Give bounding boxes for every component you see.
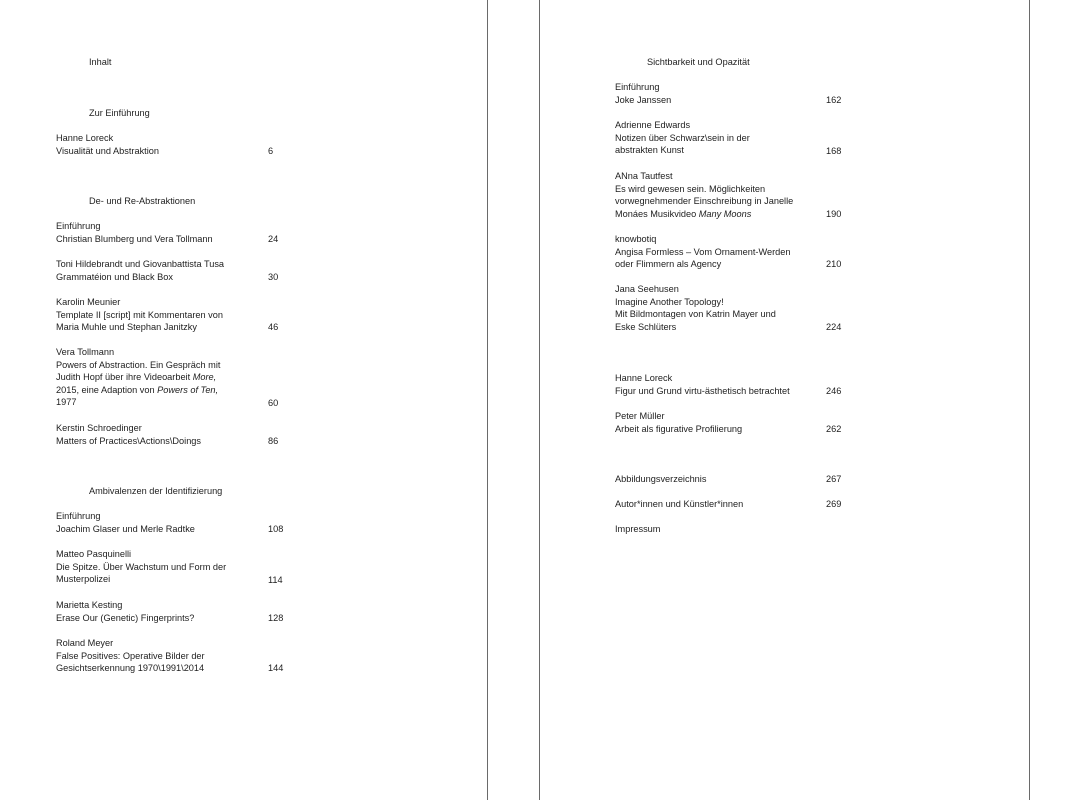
page-number: 144 bbox=[268, 663, 284, 673]
toc-author: knowbotiq bbox=[615, 234, 657, 244]
page-number: 30 bbox=[268, 272, 279, 282]
appendix-entry[interactable] bbox=[615, 498, 855, 511]
appendix-label: Autor*innen und Künstler*innen bbox=[615, 499, 744, 509]
page-number: 60 bbox=[268, 398, 279, 408]
page-number: 46 bbox=[268, 322, 279, 332]
section-heading-intro: Zur Einführung bbox=[89, 108, 150, 118]
toc-entry[interactable] bbox=[615, 410, 855, 435]
appendix-entry[interactable] bbox=[615, 473, 855, 486]
toc-author: Adrienne Edwards bbox=[615, 120, 691, 130]
toc-author: Einführung bbox=[56, 221, 101, 231]
toc-author: Vera Tollmann bbox=[56, 347, 115, 357]
toc-title: Es wird gewesen sein. Möglichkeiten bbox=[615, 183, 766, 194]
toc-title: Matters of Practices\Actions\Doings bbox=[56, 435, 202, 446]
page-number: 114 bbox=[268, 575, 283, 585]
toc-title: abstrakten Kunst bbox=[615, 145, 684, 156]
toc-author: Hanne Loreck bbox=[615, 373, 673, 383]
page-number: 168 bbox=[826, 146, 842, 156]
toc-author: Einführung bbox=[615, 82, 660, 92]
page-title: Inhalt bbox=[89, 57, 112, 67]
toc-author: Kerstin Schroedinger bbox=[56, 423, 142, 433]
toc-entry[interactable] bbox=[615, 119, 855, 157]
appendix-label: Abbildungsverzeichnis bbox=[615, 474, 707, 484]
toc-title: Eske Schlüters bbox=[615, 321, 677, 332]
page-number: 267 bbox=[826, 474, 842, 484]
toc-title: Powers of Abstraction. Ein Gespräch mit bbox=[56, 359, 221, 370]
toc-title: Monáes Musikvideo Many Moons bbox=[615, 208, 752, 219]
toc-title: Figur und Grund virtu-ästhetisch betrachtet bbox=[615, 385, 790, 396]
toc-title: vorwegnehmender Einschreibung in Janelle bbox=[615, 196, 794, 207]
page-number: 162 bbox=[826, 95, 842, 105]
toc-author: Einführung bbox=[56, 511, 101, 521]
page-number: 262 bbox=[826, 424, 842, 434]
toc-title: Joke Janssen bbox=[615, 94, 672, 105]
toc-entry[interactable] bbox=[615, 283, 855, 333]
toc-title: Grammatéion und Black Box bbox=[56, 271, 173, 282]
appendix-label: Impressum bbox=[615, 524, 661, 534]
toc-entry[interactable] bbox=[615, 372, 855, 397]
toc-title: Die Spitze. Über Wachstum und Form der bbox=[56, 561, 227, 572]
toc-entry[interactable] bbox=[615, 81, 855, 106]
page-number: 6 bbox=[268, 146, 274, 156]
toc-title: Notizen über Schwarz\sein in der bbox=[615, 132, 750, 143]
toc-author: Marietta Kesting bbox=[56, 600, 123, 610]
page-number: 210 bbox=[826, 259, 842, 269]
toc-title: Maria Muhle und Stephan Janitzky bbox=[56, 322, 197, 333]
toc-title: Imagine Another Topology! bbox=[615, 296, 724, 307]
toc-title: Joachim Glaser und Merle Radtke bbox=[56, 523, 195, 534]
section-heading-2: Ambivalenzen der Identifizierung bbox=[89, 486, 223, 496]
toc-title: 1977 bbox=[56, 397, 77, 408]
page-number: 190 bbox=[826, 209, 842, 219]
toc-author: Jana Seehusen bbox=[615, 284, 679, 294]
section-heading-3: Sichtbarkeit und Opazität bbox=[647, 57, 750, 67]
page-number: 246 bbox=[826, 386, 842, 396]
toc-author: Matteo Pasquinelli bbox=[56, 549, 132, 559]
toc-title: Erase Our (Genetic) Fingerprints? bbox=[56, 612, 195, 623]
toc-author: Karolin Meunier bbox=[56, 297, 121, 307]
appendix-entry[interactable] bbox=[615, 523, 855, 536]
page-number: 128 bbox=[268, 613, 284, 623]
toc-title: Visualität und Abstraktion bbox=[56, 145, 159, 156]
toc-entry[interactable] bbox=[615, 170, 855, 220]
toc-author: ANna Tautfest bbox=[615, 171, 673, 181]
toc-title: Gesichtserkennung 1970\1991\2014 bbox=[56, 663, 205, 674]
toc-title: Angisa Formless – Vom Ornament-Werden bbox=[615, 246, 791, 257]
toc-entry[interactable] bbox=[615, 233, 855, 271]
toc-author: Roland Meyer bbox=[56, 638, 114, 648]
toc-title: oder Flimmern als Agency bbox=[615, 259, 722, 270]
page-number: 108 bbox=[268, 524, 284, 534]
toc-title: Christian Blumberg und Vera Tollmann bbox=[56, 233, 213, 244]
page-number: 269 bbox=[826, 499, 842, 509]
toc-title: Musterpolizei bbox=[56, 574, 111, 585]
toc-title: Mit Bildmontagen von Katrin Mayer und bbox=[615, 309, 776, 320]
page-number: 86 bbox=[268, 436, 279, 446]
page-number: 24 bbox=[268, 234, 279, 244]
toc-author: Toni Hildebrandt und Giovanbattista Tusa bbox=[56, 259, 225, 269]
toc-author: Hanne Loreck bbox=[56, 133, 114, 143]
page-number: 224 bbox=[826, 322, 842, 332]
toc-title: Judith Hopf über ihre Videoarbeit More, bbox=[56, 372, 217, 383]
toc-title: Template II [script] mit Kommentaren von bbox=[56, 309, 223, 320]
toc-title: False Positives: Operative Bilder der bbox=[56, 650, 205, 661]
section-heading-1: De- und Re-Abstraktionen bbox=[89, 196, 196, 206]
toc-title: Arbeit als figurative Profilierung bbox=[615, 423, 743, 434]
toc-author: Peter Müller bbox=[615, 411, 665, 421]
toc-title: 2015, eine Adaption von Powers of Ten, bbox=[56, 384, 219, 395]
